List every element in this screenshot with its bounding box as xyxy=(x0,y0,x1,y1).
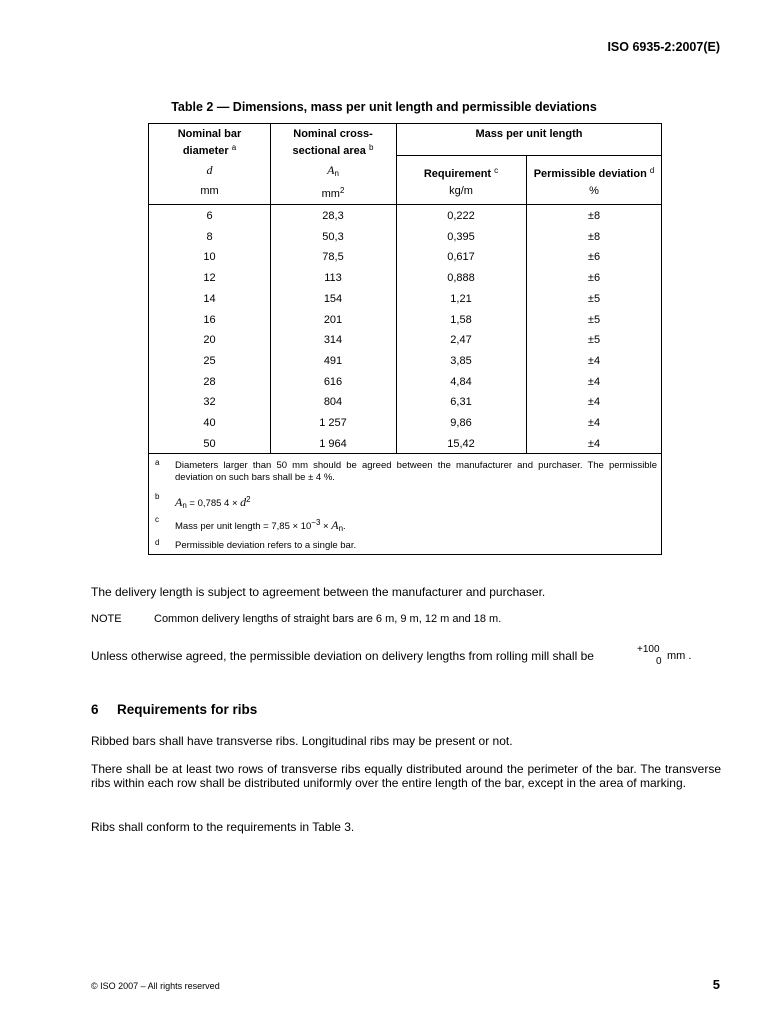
dimensions-table xyxy=(148,123,662,555)
table-cell-area: 491 xyxy=(323,354,343,367)
table-cell-mass: 0,888 xyxy=(447,272,475,285)
note-label: NOTE xyxy=(91,613,122,625)
section-heading: 6 Requirements for ribs xyxy=(91,702,258,717)
table-cell-d: 32 xyxy=(203,396,216,409)
table-cell-d: 25 xyxy=(203,354,216,367)
table-cell-area: 1 257 xyxy=(319,417,347,429)
header-symbol-d: d xyxy=(206,163,213,177)
header-unit-kgm: kg/m xyxy=(449,185,473,197)
table-cell-dev: ±8 xyxy=(587,210,601,222)
table-cell-mass: 3,85 xyxy=(450,354,472,367)
table-cell-dev: ±4 xyxy=(587,437,601,450)
header-unit-mm2: $mm^2$ xyxy=(321,186,345,200)
header-divider xyxy=(149,204,662,205)
table-cell-d: 50 xyxy=(203,437,216,450)
table-cell-mass: 6,31 xyxy=(450,396,472,409)
table-cell-dev: ±5 xyxy=(587,292,601,305)
footnote-d: d Permissible deviation refers to a single bar. xyxy=(155,538,357,551)
table-cell-d: 12 xyxy=(203,272,216,285)
table-caption: Table 2 — Dimensions, mass per unit length and permissible deviations xyxy=(171,100,597,114)
table-cell-mass: 0,395 xyxy=(447,230,475,243)
table-cell-mass: 1,58 xyxy=(450,313,472,326)
table-cell-dev: ±6 xyxy=(587,272,601,285)
header-nominal-cross-sectional-area: Nominal cross- sectional area $^b$ xyxy=(292,128,374,157)
table-cell-area: 28,3 xyxy=(322,210,344,222)
table-cell-dev: ±4 xyxy=(587,396,601,409)
table-cell-dev: ±4 xyxy=(587,375,601,388)
table-cell-mass: 2,47 xyxy=(450,334,472,347)
group-divider xyxy=(396,155,662,156)
table-cell-d: 40 xyxy=(203,417,216,429)
header-unit-mm: mm xyxy=(200,185,219,197)
table-cell-area: 804 xyxy=(323,396,343,409)
header-mass-per-unit-length: Mass per unit length xyxy=(475,128,583,140)
table-cell-d: 20 xyxy=(203,334,216,347)
table-cell-area: 314 xyxy=(323,334,343,347)
header-unit-percent: % xyxy=(589,185,599,197)
table-cell-area: 201 xyxy=(323,313,343,326)
table-cell-area: 50,3 xyxy=(322,230,344,243)
tolerance-upper: +100 xyxy=(637,644,660,655)
footnote-c: c Mass per unit length = $7,85 \times 10^{-3} \times A_n$. xyxy=(155,515,346,533)
table-cell-dev: ±5 xyxy=(587,313,601,326)
header-symbol-an: $A_n$ xyxy=(327,163,339,178)
header-nominal-bar-diameter: Nominal bar diameter $^a$ xyxy=(177,128,242,157)
table-cell-dev: ±5 xyxy=(587,334,601,347)
copyright: © ISO 2007 – All rights reserved xyxy=(91,981,220,991)
paragraph-permissible-deviation: Unless otherwise agreed, the permissible deviation on delivery lengths from rolling mill shall be xyxy=(91,649,594,663)
table-cell-mass: 9,86 xyxy=(450,417,472,429)
footnote-a: a Diameters larger than 50 mm should be agreed between the manufacturer and purchaser. The permissible deviation on such bars shall be ± 4 %. xyxy=(155,458,657,483)
tolerance-unit: mm . xyxy=(667,650,692,662)
table-cell-area: 78,5 xyxy=(322,251,344,264)
paragraph-transverse-ribs: There shall be at least two rows of transverse ribs equally distributed around the perimeter of the bar. The transverse ribs within each row shall be distributed uniformly over the entire length of the bar, except in the area of marking. xyxy=(91,762,721,790)
table-cell-area: 113 xyxy=(324,272,342,285)
table-cell-d: 6 xyxy=(206,210,213,222)
table-cell-d: 10 xyxy=(203,251,216,264)
page-number: 5 xyxy=(712,977,720,992)
table-cell-d: 16 xyxy=(203,313,216,326)
footnote-b: b $A_n = 0,785$ $4 \times d^2$ xyxy=(155,492,251,510)
header-requirement: Requirement $^c$ xyxy=(423,166,499,180)
header-permissible-deviation: Permissible deviation $^d$ xyxy=(533,166,655,180)
table-cell-area: 1 964 xyxy=(319,437,347,450)
table-cell-mass: 0,222 xyxy=(447,210,475,222)
document-id: ISO 6935-2:2007(E) xyxy=(607,40,720,54)
table-cell-d: 8 xyxy=(206,230,213,243)
table-cell-mass: 0,617 xyxy=(447,251,475,264)
table-cell-mass: 1,21 xyxy=(450,292,472,305)
table-cell-dev: ±4 xyxy=(587,354,601,367)
table-cell-mass: 4,84 xyxy=(450,375,472,388)
paragraph-delivery-length: The delivery length is subject to agreement between the manufacturer and purchaser. xyxy=(91,585,546,599)
table-cell-d: 28 xyxy=(203,375,216,388)
table-cell-dev: ±8 xyxy=(587,230,601,243)
paragraph-table3-reference: Ribs shall conform to the requirements in Table 3. xyxy=(91,820,355,834)
note-text: Common delivery lengths of straight bars are 6 m, 9 m, 12 m and 18 m. xyxy=(154,613,502,625)
table-cell-mass: 15,42 xyxy=(447,437,475,450)
table-cell-dev: ±6 xyxy=(587,251,601,264)
paragraph-ribbed-bars: Ribbed bars shall have transverse ribs. Longitudinal ribs may be present or not. xyxy=(91,734,513,748)
tolerance-lower: 0 xyxy=(656,656,662,667)
table-cell-area: 154 xyxy=(323,292,343,305)
table-cell-d: 14 xyxy=(203,292,216,305)
table-cell-dev: ±4 xyxy=(587,417,601,429)
table-cell-area: 616 xyxy=(323,375,343,388)
